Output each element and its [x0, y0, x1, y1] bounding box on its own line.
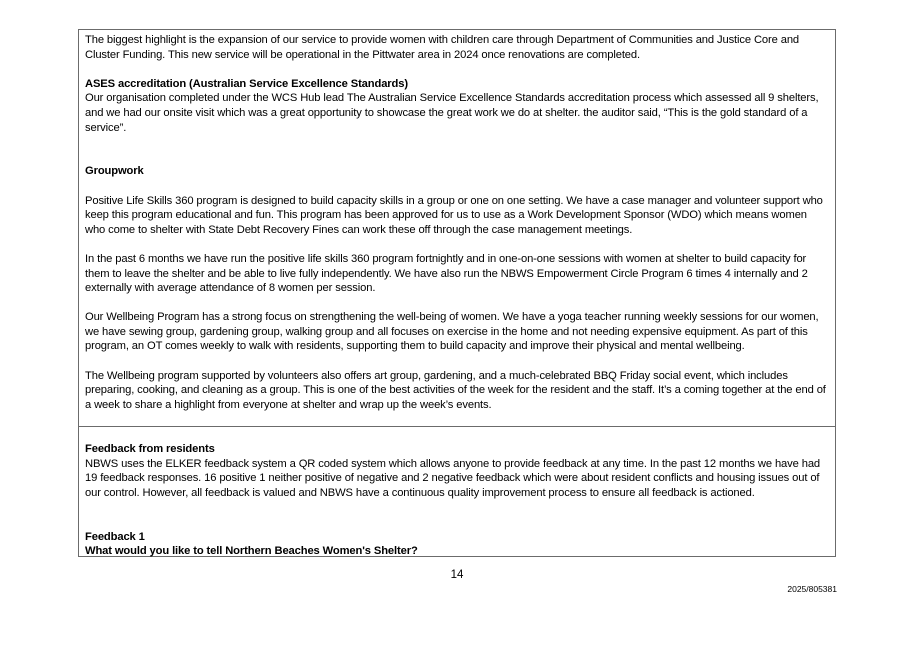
groupwork-paragraph-wellbeing: Our Wellbeing Program has a strong focus on strengthening the well-being of women. We have a yoga teacher running weekly sessions for our women, we have sewing group, gardening group, walking group and all focuses on exercise in the home and not needing expensive equipment. As part of this program, an OT comes weekly to walk with residents, supporting them to build capacity and improve their physical and mental wellbeing. [85, 311, 819, 353]
ases-heading: ASES accreditation (Australian Service Excellence Standards) [85, 77, 408, 90]
document-table [78, 29, 836, 557]
groupwork-paragraph-life-skills: Positive Life Skills 360 program is designed to build capacity skills in a group or one on one setting. We have a case manager and volunteer support who keep this program educational and fun. This program has been approved for us to use as a Work Development Sponsor (WDO) which means women who come to shelter with State Debt Recovery Fines can work these off through the case management meetings. [85, 194, 823, 236]
feedback-1-heading: Feedback 1 [85, 530, 145, 543]
groupwork-paragraph-volunteers: The Wellbeing program supported by volunteers also offers art group, gardening, and a much-celebrated BBQ Friday social event, which includes preparing, cooking, and cleaning as a group. This is one of the best activities of the week for the resident and the staff. It’s a coming together at the end of a week to share a highlight from everyone at shelter and wrap up the week’s events. [85, 369, 826, 411]
groupwork-paragraph-past-6-months: In the past 6 months we have run the positive life skills 360 program fortnightly and in one-on-one sessions with women at shelter to build capacity for them to leave the shelter and be able to live fully independently. We have also run the NBWS Empowerment Circle Program 6 times 4 internally and 2 externally with average attendance of 8 women per session. [85, 252, 808, 295]
feedback-paragraph: NBWS uses the ELKER feedback system a QR coded system which allows anyone to provide feedback at any time. In the past 12 months we have had 19 feedback responses. 16 positive 1 neither positive of negative and 2 negative feedback which were about resident conflicts and housing issues out of our control. However, all feedback is valued and NBWS have a continuous quality improvement process to ensure all feedback is actioned. [85, 457, 821, 499]
ases-paragraph: Our organisation completed under the WCS Hub lead The Australian Service Excellence Standards accreditation process which assessed all 9 shelters, and we had our onsite visit which was a great opportunity to showcase the great work we do at shelter. the auditor said, “This is the gold standard of a service”. [85, 92, 819, 134]
table-cell-feedback [79, 442, 835, 559]
intro-paragraph: The biggest highlight is the expansion of our service to provide women with children care through Department of Communities and Justice Core and Cluster Funding. This new service will be operational in the Pittwater area in 2024 once renovations are completed. [85, 34, 800, 61]
page-number: 14 [450, 569, 464, 581]
table-row-divider [79, 426, 835, 427]
groupwork-heading: Groupwork [85, 165, 144, 178]
feedback-heading: Feedback from residents [85, 443, 215, 455]
table-cell-highlights [79, 33, 835, 412]
feedback-1-question: What would you like to tell Northern Beaches Women's Shelter? [85, 545, 418, 558]
document-reference: 2025/805381 [787, 584, 837, 594]
